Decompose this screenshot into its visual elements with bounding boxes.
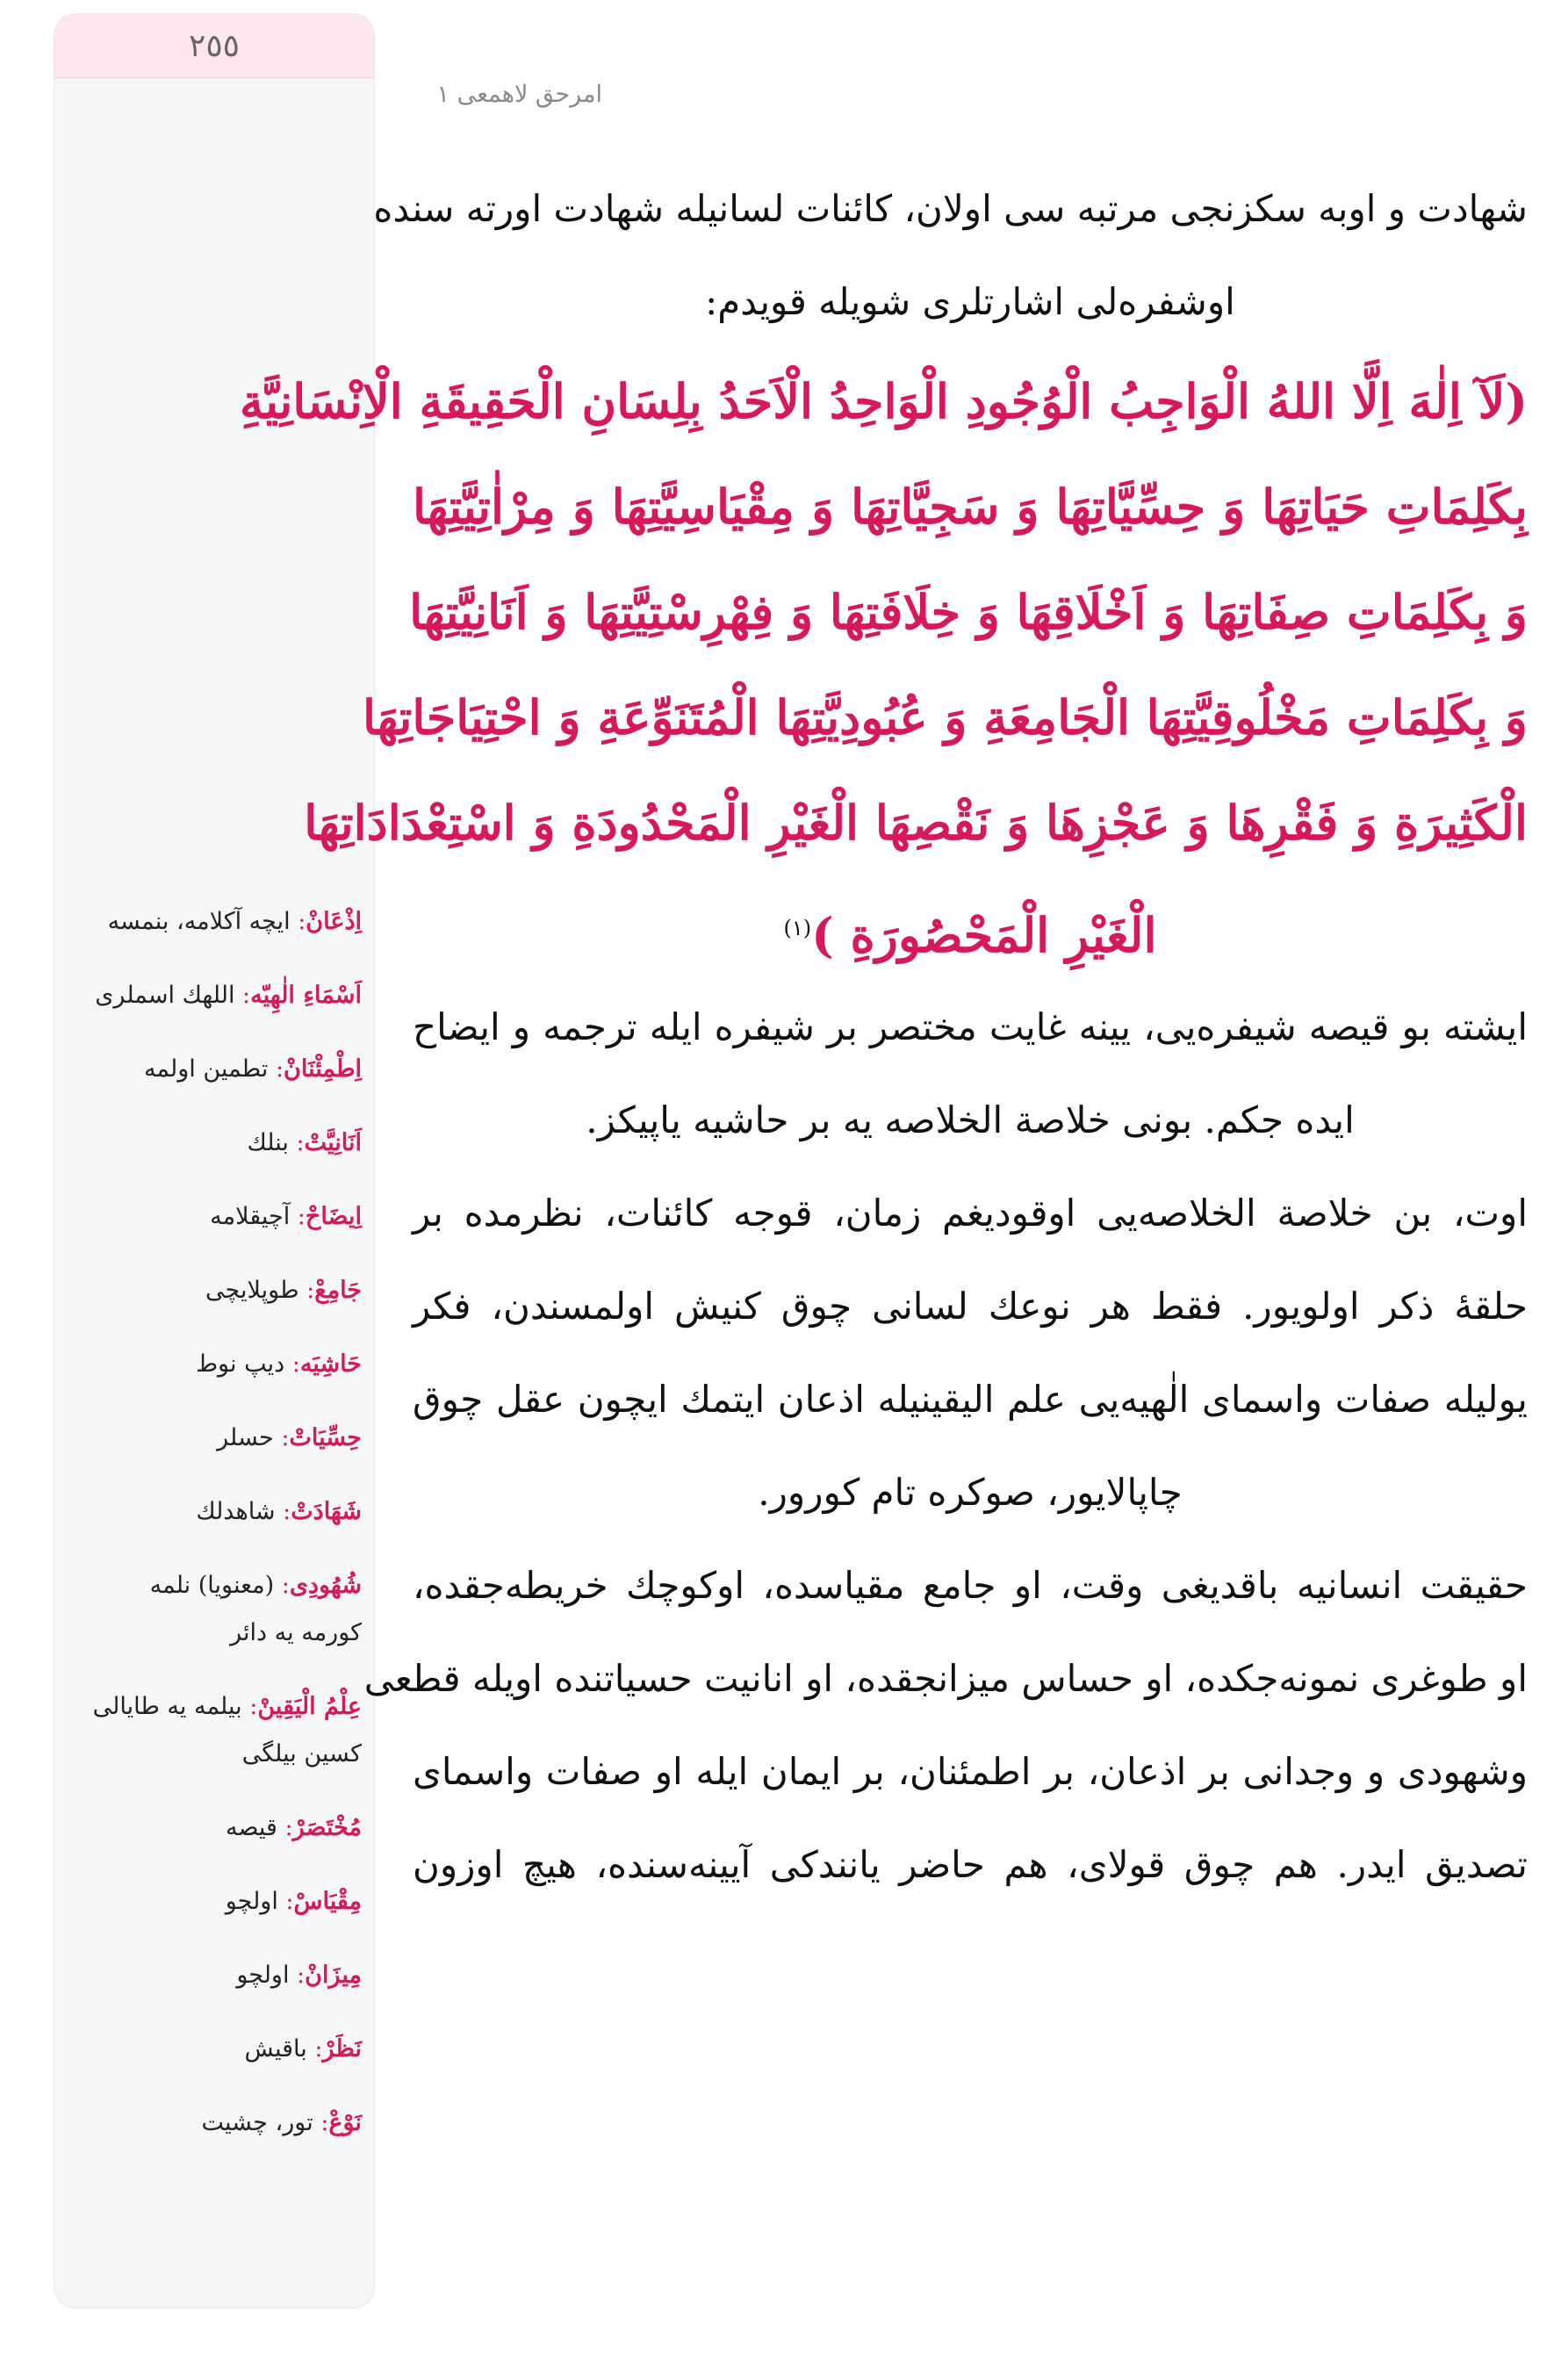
- glossary-entry: [72, 1690, 362, 1724]
- glossary-entry: [72, 1811, 362, 1845]
- glossary-meaning: اللهك اسملری: [95, 982, 235, 1009]
- text-line: چاپالايور، صوكره تام كورور.: [758, 1471, 1183, 1514]
- glossary-entry: [72, 1127, 362, 1160]
- page-number: ٢٥٥: [188, 27, 240, 64]
- glossary-colon: :: [273, 1424, 290, 1451]
- text-line: ايشته بو قيصه شيفره‌يی، يينه غايت مختصر بر شيفره ايله ترجمه و ايضاح: [413, 1005, 1528, 1048]
- glossary-term: عِلْمُ الْيَقِينْ: [257, 1693, 362, 1720]
- glossary-colon: :: [241, 1693, 258, 1720]
- glossary-term: مِيزَانْ: [305, 1962, 362, 1989]
- glossary-entry: [72, 1959, 362, 1992]
- text-line: يوليله صفات واسمای الٰهيه‌يی علم اليقينيله اذعان ايتمك ايچون عقل چوق: [413, 1378, 1528, 1421]
- page-number-box: [54, 14, 374, 78]
- glossary-colon: :: [298, 1277, 315, 1304]
- glossary-entry: [72, 2033, 362, 2066]
- arabic-line: (لَآ اِلٰهَ اِلَّا اللهُ الْوَاجِبُ الْوُجُودِ الْوَاحِدُ الْاَحَدُ بِلِسَانِ الْحَقِيقَةِ الْاِنْسَانِيَّةِ: [240, 373, 1528, 429]
- glossary-meaning: اولچو: [225, 1888, 278, 1915]
- glossary-term: شَهَادَتْ: [291, 1498, 362, 1525]
- glossary-term: شُهُودِی: [289, 1572, 362, 1599]
- glossary-list: [72, 905, 362, 2180]
- arabic-line-text: الْغَيْرِ الْمَحْصُورَةِ ): [811, 907, 1157, 963]
- glossary-colon: :: [234, 982, 251, 1009]
- glossary-entry: [72, 2106, 362, 2140]
- glossary-entry: [72, 1569, 362, 1602]
- text-line: شهادت و اوبه سكزنجی مرتبه سی اولان، كائنات لسانيله شهادت اورته سنده: [373, 187, 1528, 230]
- glossary-entry: [72, 979, 362, 1012]
- footnote-marker: (١): [783, 916, 812, 940]
- glossary-entry: [72, 1422, 362, 1455]
- glossary-term: نَوْعْ: [328, 2109, 362, 2136]
- glossary-entry: [72, 1885, 362, 1919]
- glossary-entry: [72, 1348, 362, 1381]
- glossary-term: اَسْمَاءِ الٰهِيّه: [250, 982, 362, 1009]
- glossary-term: نَظَرْ: [322, 2035, 362, 2063]
- text-line: او طوغری نمونه‌جكده، او حساس ميزانجقده، او انانيت حسياتنده اويله قطعی: [363, 1657, 1528, 1700]
- glossary-meaning: ديپ نوط: [196, 1350, 285, 1378]
- glossary-colon: :: [274, 1572, 290, 1599]
- text-line: ايده جكم. بونی خلاصة الخلاصه يه بر حاشيه ياپيكز.: [586, 1098, 1355, 1141]
- glossary-colon: :: [290, 908, 306, 935]
- glossary-meaning: حسلر: [217, 1424, 274, 1451]
- glossary-colon: :: [288, 1129, 305, 1156]
- glossary-meaning: تور، چشيت: [201, 2109, 313, 2136]
- glossary-meaning: قيصه: [226, 1814, 277, 1841]
- arabic-line: الْكَثِيرَةِ وَ فَقْرِهَا وَ عَجْزِهَا وَ نَقْصِهَا الْغَيْرِ الْمَحْدُودَةِ وَ اسْتِعْدَادَاتِهَا: [304, 795, 1528, 851]
- glossary-meaning: كورمه يه دائر: [230, 1619, 362, 1646]
- glossary-colon: :: [289, 1962, 306, 1989]
- glossary-meaning: آچيقلامه: [210, 1203, 291, 1230]
- glossary-meaning: باقيش: [244, 2035, 307, 2063]
- glossary-colon: :: [277, 1814, 293, 1841]
- glossary-term: اِذْعَانْ: [306, 908, 362, 935]
- text-line: وشهودی و وجدانی بر اذعان، بر اطمئنان، بر ايمان ايله او صفات واسمای: [413, 1750, 1528, 1793]
- glossary-meaning: (معنويا) نلمه: [149, 1572, 275, 1599]
- glossary-meaning: بنلك: [247, 1129, 289, 1156]
- glossary-colon: :: [290, 1203, 306, 1230]
- arabic-line-last: [413, 875, 1528, 981]
- arabic-line: بِكَلِمَاتِ حَيَاتِهَا وَ حِسِّيَّاتِهَا وَ سَجِيَّاتِهَا وَ مِقْيَاسِيَّتِهَا وَ مِرْاٰتِيَّتِهَا: [413, 479, 1528, 535]
- arabic-line: وَ بِكَلِمَاتِ مَخْلُوقِيَّتِهَا الْجَامِعَةِ وَ عُبُودِيَّتِهَا الْمُتَنَوِّعَةِ وَ احْتِيَاجَاتِهَا: [363, 689, 1528, 745]
- glossary-entry-continuation: [72, 1616, 362, 1650]
- glossary-meaning: تطمين اولمه: [143, 1055, 269, 1083]
- running-header: امرحق لاهمعی ١: [436, 81, 602, 108]
- glossary-term: مُخْتَصَرْ: [292, 1814, 362, 1841]
- glossary-term: مِقْيَاسْ: [293, 1888, 362, 1915]
- glossary-meaning: اولچو: [236, 1962, 290, 1989]
- glossary-colon: :: [277, 1888, 294, 1915]
- glossary-meaning: شاهدلك: [196, 1498, 276, 1525]
- glossary-meaning: ايچه آكلامه، بنمسه: [107, 908, 291, 935]
- glossary-colon: :: [275, 1498, 291, 1525]
- text-line: تصديق ايدر. هم چوق قولای، هم حاضر يانندكی آيينه‌سنده، هيچ اوزون: [413, 1843, 1528, 1886]
- glossary-term: حِسِّيَاتْ: [289, 1424, 362, 1451]
- glossary-term: اِيضَاحْ: [305, 1203, 362, 1230]
- glossary-entry-continuation: [72, 1738, 362, 1771]
- glossary-entry: [72, 1053, 362, 1086]
- text-line: حقيقت انسانيه باقديغی وقت، او جامع مقياسده، اوكوچك خريطه‌جقده،: [413, 1564, 1528, 1607]
- glossary-term: جَامِعْ: [314, 1277, 362, 1304]
- glossary-colon: :: [306, 2035, 323, 2063]
- text-line: حلقهٔ ذكر اولويور. فقط هر نوعك لسانی چوق كنيش اولمسندن، فكر: [413, 1285, 1528, 1328]
- text-line: اوشفره‌لی اشارتلری شويله قويدم:: [705, 280, 1235, 323]
- glossary-term: اَنَانِيَّتْ: [304, 1129, 362, 1156]
- arabic-line: وَ بِكَلِمَاتِ صِفَاتِهَا وَ اَخْلَاقِهَا وَ خِلَافَتِهَا وَ فِهْرِسْتِيَّتِهَا وَ اَنَانِيَّتِهَا: [409, 584, 1528, 640]
- glossary-entry: [72, 1274, 362, 1307]
- glossary-entry: [72, 1200, 362, 1234]
- glossary-term: اِطْمِئْنَانْ: [284, 1055, 362, 1083]
- glossary-entry: [72, 905, 362, 939]
- glossary-term: حَاشِيَه: [299, 1350, 362, 1378]
- glossary-meaning: بيلمه يه طايالی: [92, 1693, 242, 1720]
- glossary-meaning: طوپلايچی: [205, 1277, 299, 1304]
- glossary-entry: [72, 1495, 362, 1529]
- text-line: اوت، بن خلاصة الخلاصه‌يی اوقوديغم زمان، قوجه كائنات، نظرمده بر: [413, 1192, 1528, 1235]
- glossary-meaning: كسين بيلگی: [241, 1740, 362, 1768]
- glossary-colon: :: [284, 1350, 300, 1378]
- glossary-colon: :: [268, 1055, 284, 1083]
- glossary-colon: :: [313, 2109, 329, 2136]
